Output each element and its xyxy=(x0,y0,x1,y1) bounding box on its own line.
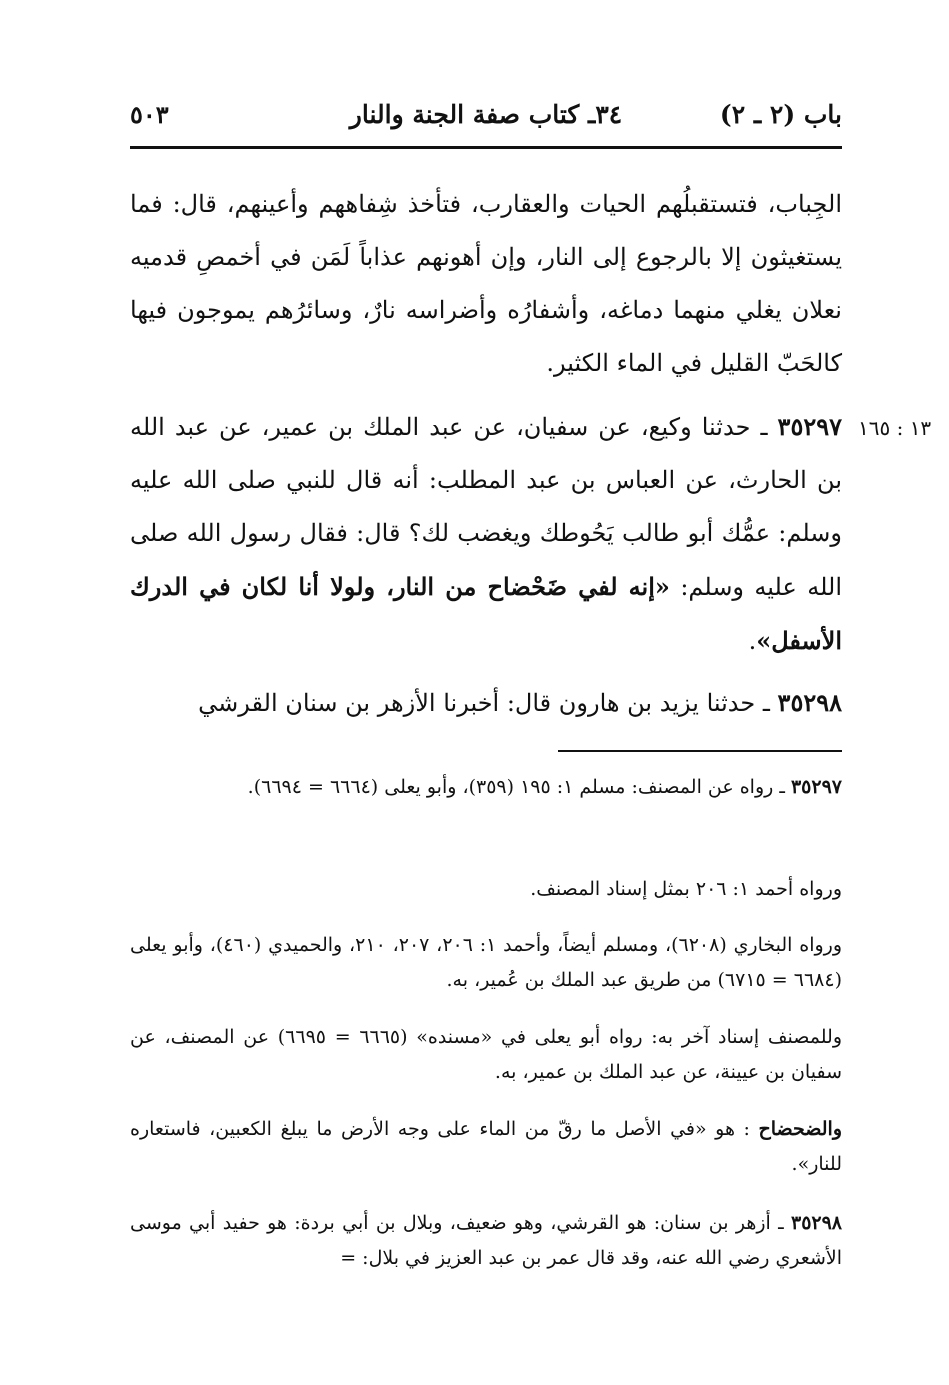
page-number: ٥٠٣ xyxy=(130,100,169,129)
footnote-line-4 xyxy=(130,1020,842,1090)
chapter-label: باب (٢ ـ ٢) xyxy=(719,100,842,129)
hadith-35297 xyxy=(130,400,842,668)
footnote-text: ورواه أحمد ١: ٢٠٦ بمثل إسناد المصنف. xyxy=(530,878,842,900)
footnote-line-3 xyxy=(130,928,842,998)
hadith-quote: «إنه لفي ضَحْضاح من النار، ولولا أنا لكان في الدرك الأسفل» xyxy=(130,572,842,655)
footnote-rule xyxy=(558,750,842,752)
footnote-text: ـ رواه عن المصنف: مسلم ١: ١٩٥ (٣٥٩)، وأبو يعلى (٦٦٦٤ = ٦٦٩٤). xyxy=(247,776,785,798)
paragraph-1-text: الجِباب، فتستقبلُهم الحيات والعقارب، فتأخذ شِفاههم وأعينهم، قال: فما يستغيثون إلا بالرجوع إلى النار، وإن أهونهم عذاباً لَمَن في أخمصِ قدميه نعلان يغلي منهما دماغه، وأشفارُه وأضراسه نارٌ، وسائرُهم يموجون فيها كالحَبّ القليل في الماء الكثير. xyxy=(130,190,842,377)
footnote-dahdah xyxy=(130,1112,842,1182)
hadith-number: ٣٥٢٩٨ xyxy=(777,688,842,717)
footnote-text: ورواه البخاري (٦٢٠٨)، ومسلم أيضاً، وأحمد ١: ٢٠٦، ٢٠٧، ٢١٠، والحميدي (٤٦٠)، وأبو يعلى (٦٦٨٤ = ٦٧١٥) من طريق عبد الملك بن عُمير، به. xyxy=(130,934,843,991)
hadith-35298 xyxy=(130,676,842,730)
paragraph-1 xyxy=(130,178,842,390)
footnote-35298 xyxy=(130,1206,842,1276)
hadith-text: ـ حدثنا يزيد بن هارون قال: أخبرنا الأزهر بن سنان القرشي xyxy=(198,689,770,717)
hadith-number: ٣٥٢٩٧ xyxy=(777,412,842,441)
footnote-term: والضحضاح xyxy=(758,1118,842,1140)
footnote-text: وللمصنف إسناد آخر به: رواه أبو يعلى في «مسنده» (٦٦٦٥ = ٦٦٩٥) عن المصنف، عن سفيان بن عيينة، عن عبد الملك بن عمير، به. xyxy=(130,1026,842,1083)
footnote-number: ٣٥٢٩٧ xyxy=(790,776,842,798)
footnote-text: ـ أزهر بن سنان: هو القرشي، وهو ضعيف، وبلال بن أبي بردة: هو حفيد أبي موسى الأشعري رضي الله عنه، وقد قال عمر بن عبد العزيز في بلال: = xyxy=(130,1212,842,1269)
page-header xyxy=(130,96,842,142)
book-title: ٣٤ـ كتاب صفة الجنة والنار xyxy=(349,100,623,129)
hadith-text: ـ حدثنا وكيع، عن سفيان، عن عبد الملك بن عمير، عن عبد الله بن الحارث، عن العباس بن عبد المطلب: أنه قال للنبي صلى الله عليه وسلم: عمُّك أبو طالب يَحُوطك ويغضب لك؟ قال: فقال رسول الله صلى الله عليه وسلم: xyxy=(130,413,842,601)
margin-reference: ١٣ : ١٦٥ xyxy=(858,416,932,440)
footnote-number: ٣٥٢٩٨ xyxy=(790,1212,843,1234)
footnote-35297 xyxy=(130,770,842,805)
header-rule xyxy=(130,146,842,149)
footnote-text: : هو «في الأصل ما رقّ من الماء على وجه الأرض ما يبلغ الكعبين، فاستعاره للنار». xyxy=(130,1118,842,1175)
footnote-line-2 xyxy=(130,872,842,907)
hadith-end: . xyxy=(748,627,757,655)
